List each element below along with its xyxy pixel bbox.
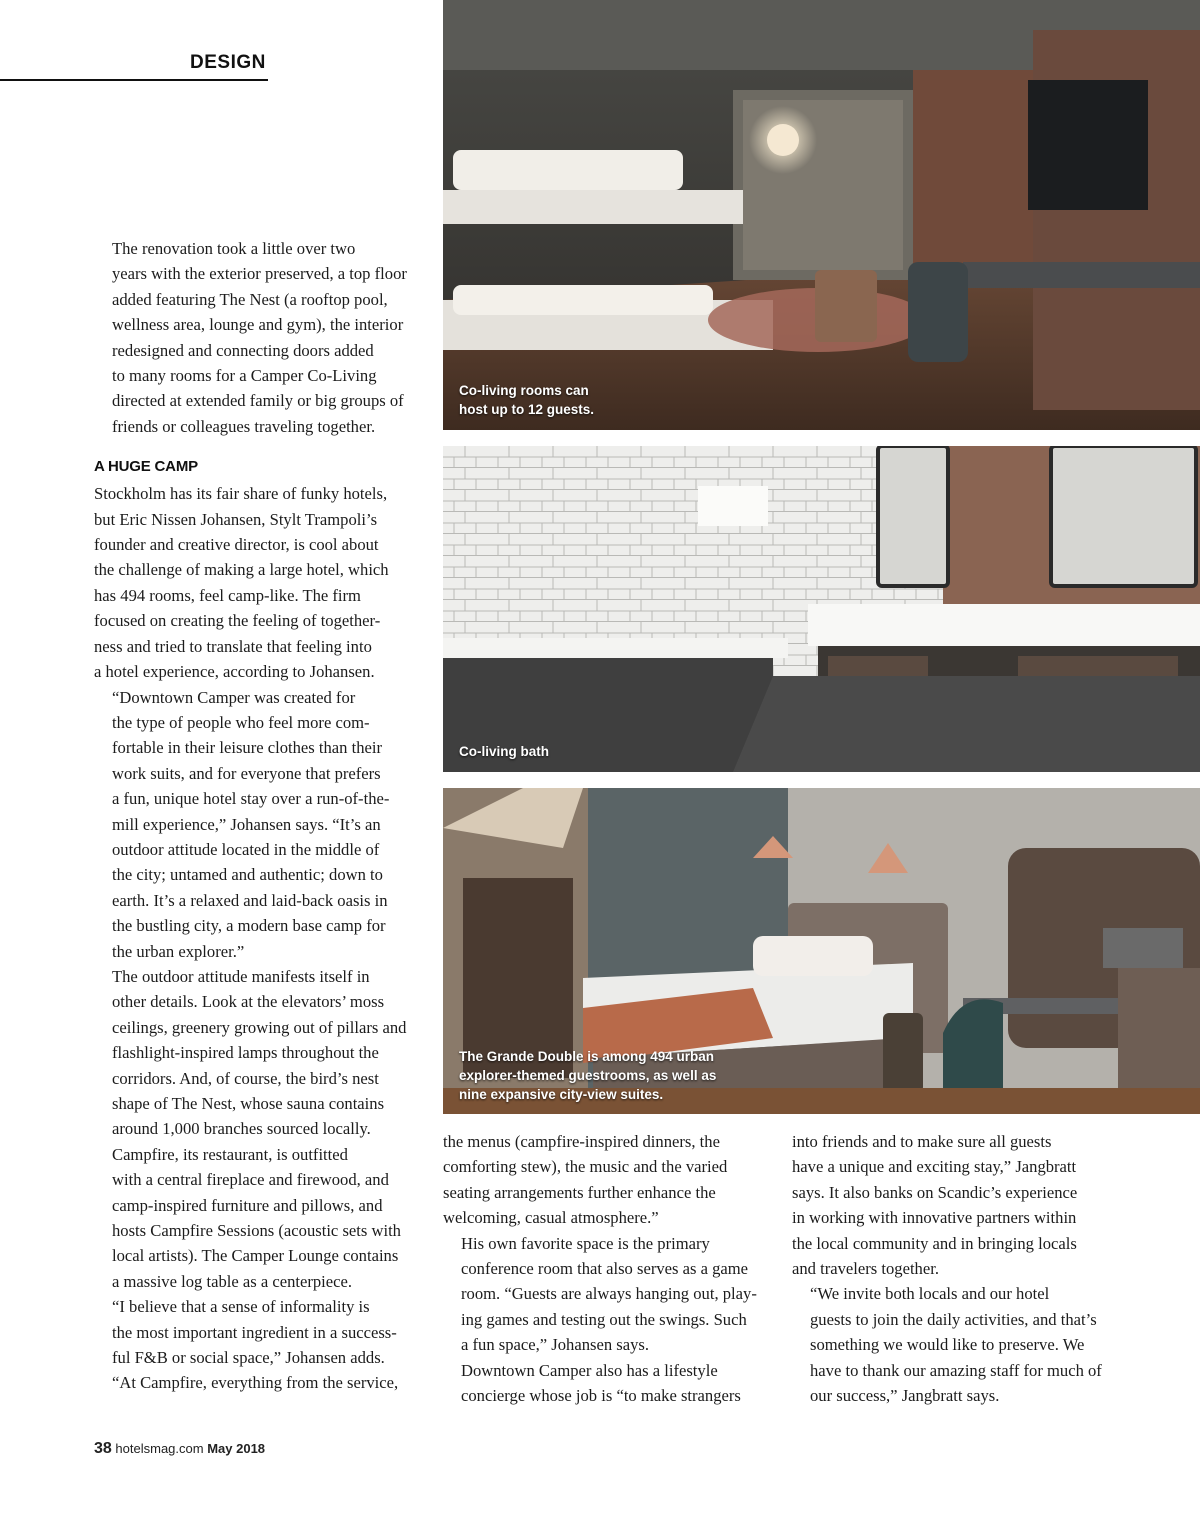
text-line: wellness area, lounge and gym), the interior — [112, 315, 404, 335]
text-line: the type of people who feel more com- — [112, 712, 370, 732]
text-line: ful F&B or social space,” Johansen adds. — [112, 1348, 385, 1368]
text-line: the bustling city, a modern base camp for — [112, 916, 386, 936]
text-line: seating arrangements further enhance the — [443, 1182, 716, 1202]
text-line: a hotel experience, according to Johansen. — [94, 662, 375, 682]
text-line: Stockholm has its fair share of funky hotels, — [94, 484, 388, 504]
text-line: the urban explorer.” — [112, 941, 245, 961]
article-column-3 — [792, 1129, 1122, 1408]
text-line: focused on creating the feeling of together- — [94, 611, 381, 631]
text-line: the menus (campfire-inspired dinners, the — [443, 1132, 720, 1151]
room-illustration — [443, 0, 1200, 430]
paragraph — [94, 481, 414, 684]
text-line: hosts Campfire Sessions (acoustic sets with — [112, 1221, 401, 1241]
bath-illustration — [443, 446, 1200, 772]
text-line: a fun space,” Johansen says. — [461, 1335, 650, 1355]
text-line: comforting stew), the music and the varied — [443, 1157, 728, 1177]
article-column-2 — [443, 1129, 773, 1408]
text-line: Downtown Camper also has a lifestyle — [461, 1360, 718, 1380]
photo-coliving-room — [443, 0, 1200, 430]
paragraph — [94, 236, 414, 439]
text-line: other details. Look at the elevators’ moss — [112, 992, 385, 1012]
text-line: added featuring The Nest (a rooftop pool, — [112, 289, 388, 309]
text-line: corridors. And, of course, the bird’s nest — [112, 1068, 379, 1088]
text-line: fortable in their leisure clothes than their — [112, 738, 383, 758]
text-line: with a central fireplace and firewood, and — [112, 1170, 389, 1190]
paragraph — [443, 1129, 773, 1231]
text-line: concierge whose job is “to make strangers — [461, 1386, 741, 1406]
text-line: a massive log table as a centerpiece. — [112, 1271, 353, 1291]
text-line: shape of The Nest, whose sauna contains — [112, 1094, 385, 1113]
text-line: around 1,000 branches sourced locally. — [112, 1119, 371, 1139]
text-line: but Eric Nissen Johansen, Stylt Trampoli’s — [94, 509, 378, 529]
text-line: explorer-themed guestrooms, as well as — [459, 1068, 717, 1083]
photo-caption — [459, 742, 549, 761]
text-line: ceilings, greenery growing out of pillars and — [112, 1017, 407, 1037]
text-line: outdoor attitude located in the middle of — [112, 839, 380, 859]
photo-caption — [459, 1047, 716, 1104]
text-line: and travelers together. — [792, 1259, 939, 1279]
section-rule — [0, 79, 268, 81]
text-line: in working with innovative partners within — [792, 1208, 1077, 1228]
page-footer — [94, 1440, 265, 1458]
text-line: local artists). The Camper Lounge contains — [112, 1246, 399, 1266]
text-line: camp-inspired furniture and pillows, and — [112, 1195, 383, 1215]
photo-grande-double — [443, 788, 1200, 1114]
text-line: directed at extended family or big groups of — [112, 391, 404, 411]
issue-date: May 2018 — [207, 1441, 266, 1456]
paragraph — [94, 1294, 414, 1396]
text-line: room. “Guests are always hanging out, play- — [461, 1284, 757, 1304]
text-line: “Downtown Camper was created for — [112, 687, 356, 707]
text-line: Campfire, its restaurant, is outfitted — [112, 1144, 348, 1164]
text-line: mill experience,” Johansen says. “It’s an — [112, 814, 381, 834]
subhead: A HUGE CAMP — [94, 458, 198, 476]
text-line: ing games and testing out the swings. Such — [461, 1309, 747, 1329]
paragraph — [792, 1281, 1122, 1408]
text-line: work suits, and for everyone that prefers — [112, 763, 381, 783]
text-line: conference room that also serves as a game — [461, 1259, 749, 1279]
section-label: DESIGN — [190, 52, 266, 73]
text-line: founder and creative director, is cool about — [94, 535, 379, 555]
text-line: our success,” Jangbratt says. — [810, 1386, 1000, 1406]
paragraph — [792, 1129, 1122, 1281]
text-line: earth. It’s a relaxed and laid-back oasis in — [112, 890, 388, 910]
text-line: a fun, unique hotel stay over a run-of-the- — [112, 789, 390, 809]
text-line: Co-living bath — [459, 744, 549, 759]
text-line: His own favorite space is the primary — [461, 1233, 710, 1253]
text-line: the challenge of making a large hotel, which — [94, 560, 389, 580]
text-line: into friends and to make sure all guests — [792, 1132, 1052, 1151]
text-line: The renovation took a little over two — [112, 239, 356, 258]
text-line: have to thank our amazing staff for much of — [810, 1360, 1102, 1380]
text-line: The outdoor attitude manifests itself in — [112, 966, 370, 986]
article-column-1 — [94, 236, 414, 1396]
text-line: host up to 12 guests. — [459, 402, 595, 417]
text-line: years with the exterior preserved, a top floor — [112, 264, 407, 284]
text-line: the most important ingredient in a success- — [112, 1322, 397, 1342]
text-line: “I believe that a sense of informality is — [112, 1297, 370, 1317]
text-line: “At Campfire, everything from the service, — [112, 1373, 399, 1393]
paragraph — [94, 685, 414, 964]
text-line: welcoming, casual atmosphere.” — [443, 1208, 659, 1228]
paragraph — [443, 1231, 773, 1358]
text-line: nine expansive city-view suites. — [459, 1087, 664, 1102]
paragraph — [443, 1358, 773, 1409]
text-line: something we would like to preserve. We — [810, 1335, 1085, 1355]
text-line: “We invite both locals and our hotel — [810, 1284, 1050, 1304]
text-line: redesigned and connecting doors added — [112, 340, 374, 360]
text-line: to many rooms for a Camper Co-Living — [112, 366, 377, 386]
page-number: 38 — [94, 1440, 112, 1457]
text-line: the local community and in bringing locals — [792, 1233, 1077, 1253]
text-line: ness and tried to translate that feeling into — [94, 636, 372, 656]
text-line: has 494 rooms, feel camp-like. The firm — [94, 585, 361, 605]
photo-caption — [459, 381, 594, 419]
text-line: says. It also banks on Scandic’s experience — [792, 1182, 1078, 1202]
site-name: hotelsmag.com — [115, 1441, 204, 1456]
photo-coliving-bath — [443, 446, 1200, 772]
text-line: flashlight-inspired lamps throughout the — [112, 1043, 379, 1063]
text-line: have a unique and exciting stay,” Jangbratt — [792, 1157, 1077, 1177]
text-line: the city; untamed and authentic; down to — [112, 865, 383, 885]
text-line: Co-living rooms can — [459, 383, 589, 398]
paragraph — [94, 964, 414, 1142]
text-line: guests to join the daily activities, and that’s — [810, 1309, 1097, 1329]
paragraph — [94, 1142, 414, 1294]
text-line: The Grande Double is among 494 urban — [459, 1049, 715, 1064]
text-line: friends or colleagues traveling together. — [112, 416, 376, 436]
